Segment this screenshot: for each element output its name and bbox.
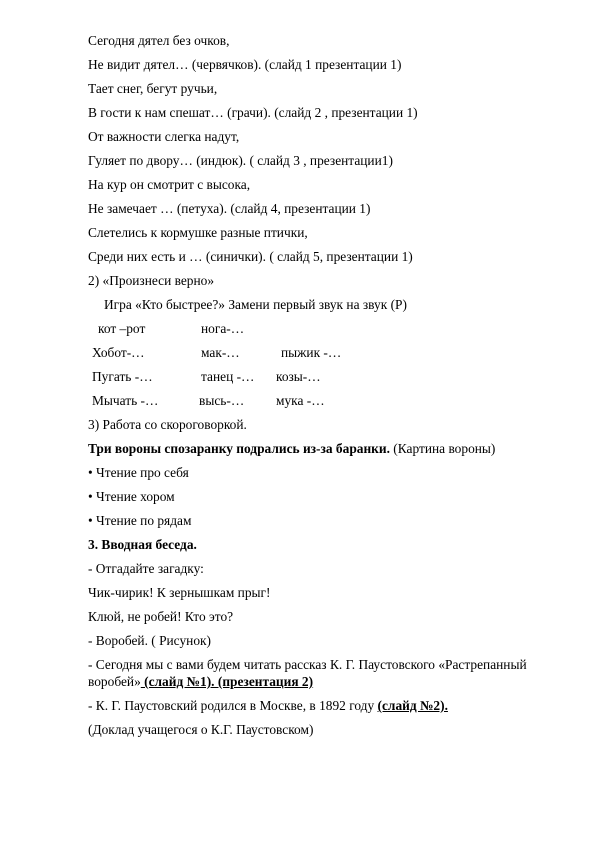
tongue-twister-note: (Картина вороны) [389,441,496,456]
section-2-title: 2) «Произнеси верно» [88,273,215,288]
poem-line: От важности слегка надут, [88,129,240,144]
word-cell: мука -… [276,393,325,408]
poem-line: Среди них есть и … (синички). ( слайд 5, презентации 1) [88,249,413,264]
intro-line: Клюй, не робей! Кто это? [88,609,234,624]
word-cell: Пугать -… [92,369,153,384]
intro-bio-line [88,698,448,714]
bullet-item: • Чтение хором [88,489,175,504]
intro-today-line-2 [88,674,313,690]
word-cell: кот –рот [98,321,146,336]
poem-line: Гуляет по двору… (индюк). ( слайд 3 , презентации1) [88,153,393,168]
story-title-end: воробей» [88,674,141,689]
poem-line: Не видит дятел… (червячков). (слайд 1 презентации 1) [88,57,402,72]
bullet-item: • Чтение по рядам [88,513,192,528]
word-cell: танец -… [201,369,255,384]
section-3-title: 3) Работа со скороговоркой. [88,417,247,432]
poem-line: Тает снег, бегут ручьи, [88,81,218,96]
word-cell: нога-… [201,321,245,336]
poem-line: В гости к нам спешат… (грачи). (слайд 2 , презентации 1) [88,105,418,120]
intro-today-line-1: - Сегодня мы с вами будем читать рассказ К. Г. Паустовского «Растрепанный [88,657,527,672]
word-cell: мак-… [201,345,240,360]
word-cell: Мычать -… [92,393,159,408]
game-instruction: Игра «Кто быстрее?» Замени первый звук на звук (Р) [104,297,407,312]
word-cell: пыжик -… [281,345,342,360]
poem-line: Не замечает … (петуха). (слайд 4, презентации 1) [88,201,371,216]
slide-reference: (слайд №2). [377,698,448,713]
bullet-item: • Чтение про себя [88,465,189,480]
tongue-twister: Три вороны спозаранку подрались из-за баранки. [88,441,390,456]
word-cell: Хобот-… [92,345,145,360]
intro-line: Чик-чирик! К зернышкам прыг! [88,585,271,600]
poem-line: На кур он смотрит с высока, [88,177,251,192]
intro-heading: 3. Вводная беседа. [88,537,197,552]
poem-line: Сегодня дятел без очков, [88,33,230,48]
slide-reference: (слайд №1). (презентация 2) [140,674,314,689]
tongue-twister-line [88,441,495,457]
word-cell: козы-… [276,369,321,384]
intro-report: (Доклад учащегося о К.Г. Паустовском) [88,722,314,737]
word-cell: высь-… [199,393,245,408]
bio-text: - К. Г. Паустовский родился в Москве, в 1892 году [88,698,378,713]
intro-line: - Отгадайте загадку: [88,561,204,576]
intro-line: - Воробей. ( Рисунок) [88,633,211,648]
poem-line: Слетелись к кормушке разные птички, [88,225,308,240]
